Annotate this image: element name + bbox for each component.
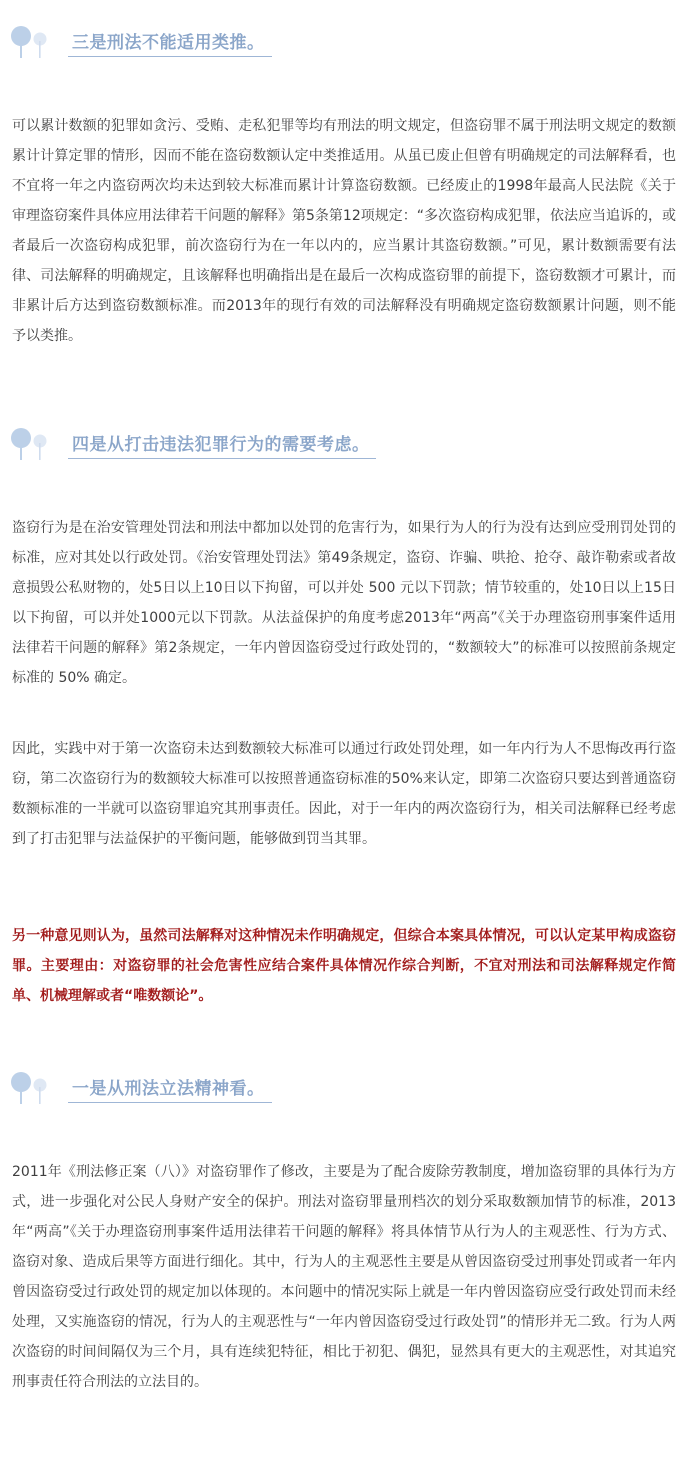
section-title: 四是从打击违法犯罪行为的需要考虑。: [72, 435, 370, 455]
body-paragraph: 因此，实践中对于第一次盗窃未达到数额较大标准可以通过行政处罚处理，如一年内行为人不思悔改再行盗窃，第二次盗窃行为的数额较大标准可以按照普通盗窃标准的50%来认定，即第二次盗窃只要达到普通盗窃数额标准的一半就可以盗窃罪追究其刑事责任。因此，对于一年内的两次盗窃行为，相关司法解释已经考虑到了打击犯罪与法益保护的平衡问题，能够做到罚当其罪。: [12, 741, 676, 847]
body-paragraph: 可以累计数额的犯罪如贪污、受贿、走私犯罪等均有刑法的明文规定，但盗窃罪不属于刑法明文规定的数额累计计算定罪的情形，因而不能在盗窃数额认定中类推适用。从虽已废止但曾有明确规定的司法解释看，也不宜将一年之内盗窃两次均未达到较大标准而累计计算盗窃数额。已经废止的1998年最高人民法院《关于审理盗窃案件具体应用法律若干问题的解释》第5条第12项规定：“多次盗窃构成犯罪，依法应当追诉的，或者最后一次盗窃构成犯罪，前次盗窃行为在一年以内的，应当累计其盗窃数额。”可见，累计数额需要有法律、司法解释的明确规定，且该解释也明确指出是在最后一次构成盗窃罪的前提下，盗窃数额才可累计，而非累计后方达到盗窃数额标准。而2013年的现行有效的司法解释没有明确规定盗窃数额累计问题，则不能予以类推。: [12, 118, 676, 344]
section-heading-2: [0, 426, 688, 462]
emphasis-paragraph: 另一种意见则认为，虽然司法解释对这种情况未作明确规定，但综合本案具体情况，可以认定某甲构成盗窃罪。主要理由：对盗窃罪的社会危害性应结合案件具体情况作综合判断，不宜对刑法和司法解释规定作简单、机械理解或者“唯数额论”。: [12, 928, 676, 1004]
bubble-decoration-icon: [8, 1070, 56, 1104]
heading-underline: [68, 56, 272, 57]
heading-underline: [68, 458, 376, 459]
bubble-decoration-icon: [8, 24, 56, 58]
section-heading-3: [0, 1070, 688, 1106]
body-paragraph: 盗窃行为是在治安管理处罚法和刑法中都加以处罚的危害行为，如果行为人的行为没有达到应受刑罚处罚的标准，应对其处以行政处罚。《治安管理处罚法》第49条规定，盗窃、诈骗、哄抢、抢夺、敲诈勒索或者故意损毁公私财物的，处5日以上10日以下拘留，可以并处 500 元以下罚款；情节较重的，处10日以上15日以下拘留，可以并处1000元以下罚款。从法益保护的角度考虑2013年“两高”《关于办理盗窃刑事案件适用法律若干问题的解释》第2条规定，一年内曾因盗窃受过行政处罚的，“数额较大”的标准可以按照前条规定标准的 50% 确定。: [12, 520, 676, 686]
body-paragraph: 2011年《刑法修正案（八）》对盗窃罪作了修改，主要是为了配合废除劳教制度，增加盗窃罪的具体行为方式，进一步强化对公民人身财产安全的保护。刑法对盗窃罪量刑档次的划分采取数额加情节的标准，2013年“两高”《关于办理盗窃刑事案件适用法律若干问题的解释》将具体情节从行为人的主观恶性、行为方式、盗窃对象、造成后果等方面进行细化。其中，行为人的主观恶性主要是从曾因盗窃受过刑事处罚或者一年内曾因盗窃受过行政处罚的规定加以体现的。本问题中的情况实际上就是一年内曾因盗窃应受行政处罚而未经处理，又实施盗窃的情况，行为人的主观恶性与“一年内曾因盗窃受过行政处罚”的情形并无二致。行为人两次盗窃的时间间隔仅为三个月，具有连续犯特征，相比于初犯、偶犯，显然具有更大的主观恶性，对其追究刑事责任符合刑法的立法目的。: [12, 1164, 676, 1390]
section-title: 三是刑法不能适用类推。: [72, 33, 265, 53]
bubble-decoration-icon: [8, 426, 56, 460]
heading-underline: [68, 1102, 272, 1103]
section-title: 一是从刑法立法精神看。: [72, 1079, 265, 1099]
section-heading-1: [0, 24, 688, 60]
